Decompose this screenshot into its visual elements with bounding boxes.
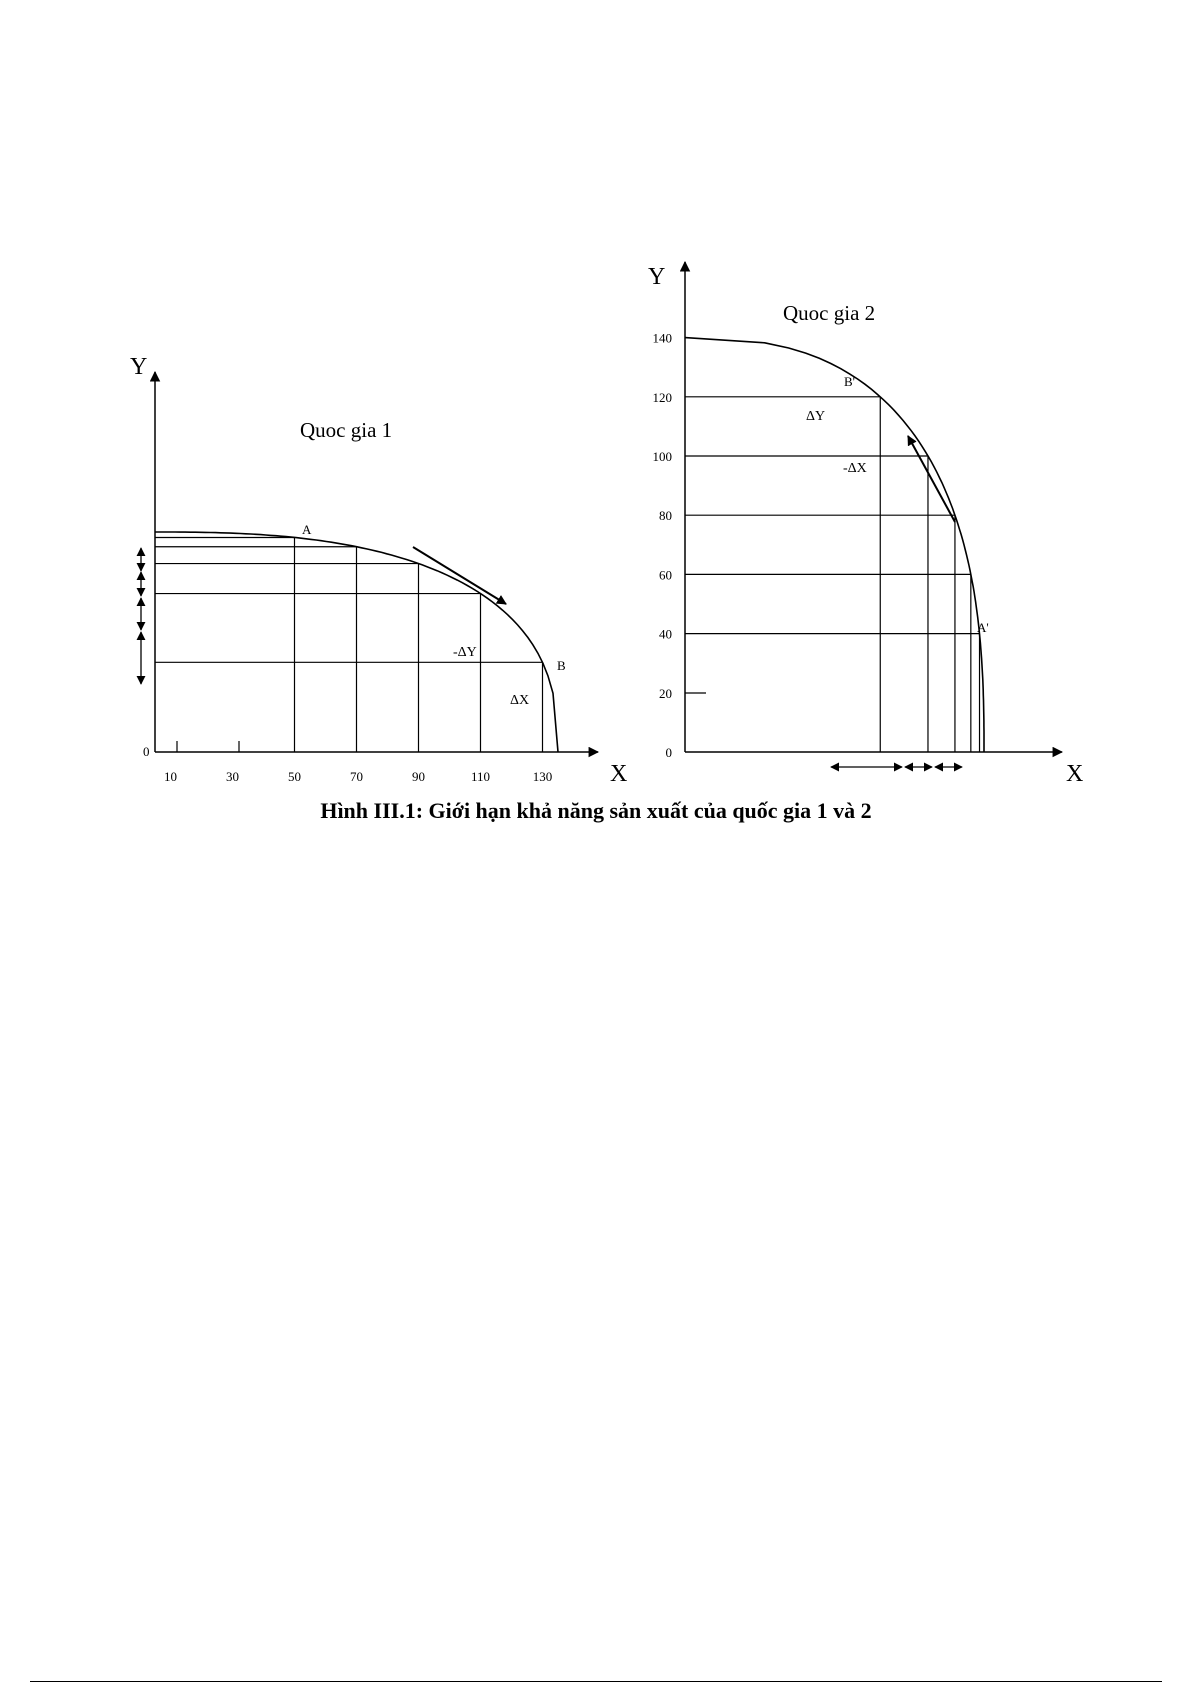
page-bottom-rule — [30, 1681, 1162, 1682]
chart2-y-tick-label-140: 140 — [652, 330, 672, 346]
chart2-y-tick-label-40: 40 — [659, 626, 672, 642]
chart1-direction-arrow — [413, 547, 506, 604]
chart2-y-axis-label: Y — [648, 264, 666, 290]
chart1-x-tick-label-30: 30 — [226, 769, 239, 784]
chart1-grid-lines — [155, 537, 543, 752]
figure-caption: Hình III.1: Giới hạn khả năng sản xuất của quốc gia 1 và 2 — [320, 798, 872, 823]
chart1-x-tick-label-10: 10 — [164, 769, 177, 784]
chart2-point-b-prime-label: B' — [844, 374, 856, 389]
chart1-title: Quoc gia 1 — [300, 418, 393, 442]
chart1-neg-delta-y-label: -ΔY — [453, 645, 477, 660]
chart2-grid-lines — [685, 397, 980, 752]
chart-quoc-gia-1 — [130, 354, 627, 787]
chart1-x-tick-label-50: 50 — [288, 769, 301, 784]
chart2-y-tick-label-80: 80 — [659, 508, 672, 524]
chart2-frontier-curve — [685, 338, 984, 752]
chart1-y-axis-label: Y — [130, 354, 148, 380]
chart-quoc-gia-2 — [648, 262, 1083, 787]
chart1-point-a-label: A — [302, 522, 312, 537]
chart1-x-tick-label-90: 90 — [412, 769, 425, 784]
chart2-direction-arrow — [908, 436, 955, 522]
chart2-neg-delta-x-label: -ΔX — [843, 461, 867, 476]
chart2-y-tick-labels — [653, 331, 673, 760]
chart1-origin-label: 0 — [143, 744, 150, 759]
chart1-x-tick-labels — [164, 769, 552, 784]
chart2-x-axis-label: X — [1066, 761, 1084, 787]
chart2-y-tick-label-20: 20 — [659, 685, 672, 701]
chart2-y-tick-label-0: 0 — [665, 745, 672, 760]
chart1-point-b-label: B — [557, 658, 566, 673]
chart2-title: Quoc gia 2 — [783, 301, 876, 325]
chart2-point-a-prime-label: A' — [977, 620, 989, 635]
chart1-x-tick-label-110: 110 — [470, 769, 491, 784]
chart2-delta-y-label: ΔY — [806, 409, 826, 424]
chart2-y-tick-label-60: 60 — [659, 567, 672, 583]
chart1-x-tick-label-130: 130 — [532, 769, 553, 784]
chart2-y-tick-label-120: 120 — [652, 389, 672, 405]
chart2-y-tick-label-100: 100 — [652, 449, 672, 464]
chart1-x-axis-label: X — [610, 761, 628, 787]
chart1-delta-x-label: ΔX — [510, 693, 530, 708]
chart1-x-tick-label-70: 70 — [350, 769, 363, 784]
